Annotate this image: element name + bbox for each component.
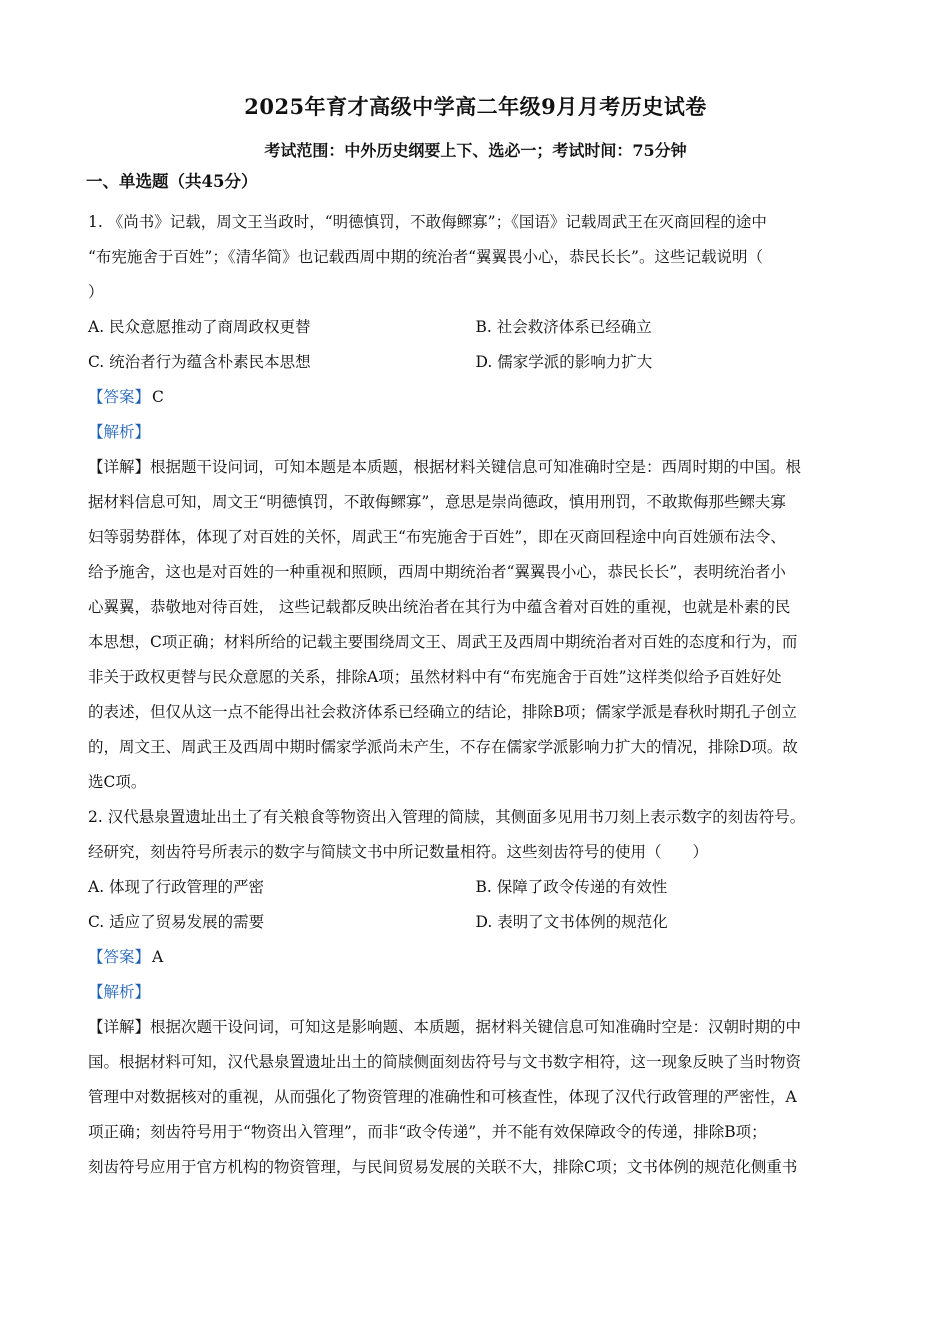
question-2 <box>88 800 863 1185</box>
detail-line: 国。根据材料可知，汉代悬泉置遗址出土的简牍侧面刻齿符号与文书数字相符，这一现象反映了当时物资 <box>88 1053 802 1071</box>
page-title: 2025年育才高级中学高二年级9月月考历史试卷 <box>244 94 707 119</box>
detail-tag: 【详解】 <box>88 458 151 476</box>
option-d: D. 表明了文书体例的规范化 <box>475 913 668 931</box>
detail-line: 给予施舍，这也是对百姓的一种重视和照顾，西周中期统治者“翼翼畏小心，恭民长长”，表明统治者小 <box>88 563 786 581</box>
detail-text: 根据次题干设问词，可知这是影响题、本质题，据材料关键信息可知准确时空是：汉朝时期的中 <box>150 1018 802 1036</box>
detail-line: 妇等弱势群体，体现了对百姓的关怀，周武王“布宪施舍于百姓”，即在灭商回程途中向百姓颁布法令、 <box>88 528 786 546</box>
option-c: C. 适应了贸易发展的需要 <box>88 913 265 931</box>
question-stem-line: 1. 《尚书》记载，周文王当政时，“明德慎罚，不敢侮鳏寡”；《国语》记载周武王在灭商回程的途中 <box>88 213 767 231</box>
exam-page <box>88 88 863 1185</box>
detail-line: 刻齿符号应用于官方机构的物资管理，与民间贸易发展的关联不大，排除C项；文书体例的规范化侧重书 <box>88 1158 798 1176</box>
question-stem-line: “布宪施舍于百姓”；《清华简》也记载西周中期的统治者“翼翼畏小心，恭民长长”。这些记载说明（ <box>88 248 763 266</box>
options-row <box>88 310 863 345</box>
question-stem-line: 2. 汉代悬泉置遗址出土了有关粮食等物资出入管理的简牍，其侧面多见用书刀刻上表示数字的刻齿符号。 <box>88 808 806 826</box>
analysis-tag: 【解析】 <box>88 423 151 441</box>
detail-line: 选C项。 <box>88 773 147 791</box>
detail-line: 的，周文王、周武王及西周中期时儒家学派尚未产生，不存在儒家学派影响力扩大的情况，排除D项。故 <box>88 738 798 756</box>
option-a: A. 体现了行政管理的严密 <box>88 878 265 896</box>
detail-line <box>88 1010 863 1045</box>
answer-line <box>88 940 863 975</box>
answer-tag: 【答案】 <box>88 948 151 966</box>
option-a: A. 民众意愿推动了商周政权更替 <box>88 318 311 336</box>
options-row <box>88 905 863 940</box>
answer-line <box>88 380 863 415</box>
options-row <box>88 345 863 380</box>
analysis-line <box>88 415 863 450</box>
answer-value: A <box>152 948 164 966</box>
detail-line: 非关于政权更替与民众意愿的关系，排除A项；虽然材料中有“布宪施舍于百姓”这样类似给予百姓好处 <box>88 668 782 686</box>
detail-line: 心翼翼，恭敬地对待百姓， 这些记载都反映出统治者在其行为中蕴含着对百姓的重视，也就是朴素的民 <box>88 598 791 616</box>
question-1 <box>88 205 863 800</box>
question-stem-line: 经研究，刻齿符号所表示的数字与简牍文书中所记数量相符。这些刻齿符号的使用（ ） <box>88 843 709 861</box>
detail-line: 本思想，C项正确；材料所给的记载主要围绕周文王、周武王及西周中期统治者对百姓的态度和行为，而 <box>88 633 798 651</box>
option-b: B. 社会救济体系已经确立 <box>475 318 652 336</box>
answer-value: C <box>152 388 164 406</box>
detail-line: 据材料信息可知，周文王“明德慎罚，不敢侮鳏寡”，意思是崇尚德政，慎用刑罚，不敢欺侮那些鳏夫寡 <box>88 493 786 511</box>
option-d: D. 儒家学派的影响力扩大 <box>475 353 653 371</box>
analysis-line <box>88 975 863 1010</box>
detail-line <box>88 450 863 485</box>
detail-line: 的表述，但仅从这一点不能得出社会救济体系已经确立的结论，排除B项；儒家学派是春秋时期孔子创立 <box>88 703 797 721</box>
options-row <box>88 870 863 905</box>
option-b: B. 保障了政令传递的有效性 <box>475 878 668 896</box>
answer-tag: 【答案】 <box>88 388 151 406</box>
detail-text: 根据题干设问词，可知本题是本质题，根据材料关键信息可知准确时空是：西周时期的中国。根 <box>150 458 802 476</box>
detail-line: 项正确；刻齿符号用于“物资出入管理”，而非“政令传递”，并不能有效保障政令的传递，排除B项； <box>88 1123 767 1141</box>
exam-scope-subtitle: 考试范围：中外历史纲要上下、选必一；考试时间：75分钟 <box>264 141 687 160</box>
question-stem-line: ） <box>88 283 104 301</box>
detail-line: 管理中对数据核对的重视，从而强化了物资管理的准确性和可核查性，体现了汉代行政管理的严密性，A <box>88 1088 797 1106</box>
analysis-tag: 【解析】 <box>88 983 151 1001</box>
section-heading: 一、单选题（共45分） <box>86 172 258 191</box>
detail-tag: 【详解】 <box>88 1018 151 1036</box>
option-c: C. 统治者行为蕴含朴素民本思想 <box>88 353 311 371</box>
